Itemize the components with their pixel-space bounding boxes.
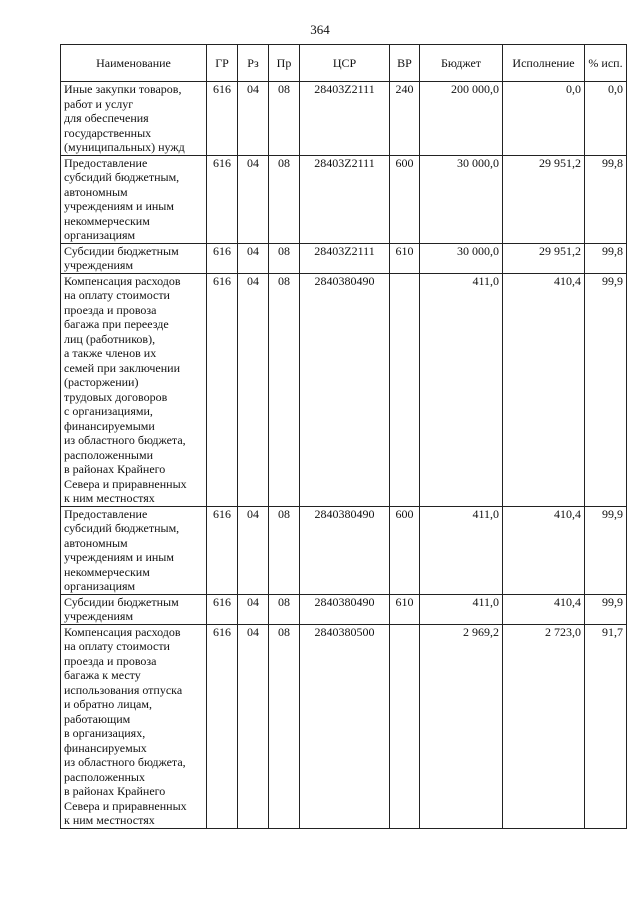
row-pr: 08 (269, 624, 300, 828)
row-gr: 616 (207, 594, 238, 624)
header-pr: Пр (269, 45, 300, 82)
row-name: Предоставление субсидий бюджетным, автономным учреждениям и иным некоммерческим организациям (61, 506, 207, 594)
row-pr: 08 (269, 273, 300, 506)
row-execution: 29 951,2 (503, 243, 585, 273)
row-rz: 04 (238, 624, 269, 828)
table-row (61, 506, 627, 594)
row-budget: 2 969,2 (420, 624, 503, 828)
row-vr (390, 624, 420, 828)
row-csr: 28403Z2111 (300, 243, 390, 273)
row-rz: 04 (238, 506, 269, 594)
row-budget: 411,0 (420, 506, 503, 594)
table-row (61, 273, 627, 506)
row-vr: 610 (390, 594, 420, 624)
row-name: Субсидии бюджетным учреждениям (61, 594, 207, 624)
table-row (61, 82, 627, 156)
row-pr: 08 (269, 506, 300, 594)
row-csr: 28403Z2111 (300, 82, 390, 156)
row-csr: 2840380490 (300, 506, 390, 594)
header-csr: ЦСР (300, 45, 390, 82)
header-execution: Исполнение (503, 45, 585, 82)
row-name: Компенсация расходов на оплату стоимости проезда и провоза багажа к месту использования отпуска и обратно лицам, работающим в организациях, финансируемых из областного бюджета, расположенных в районах Крайнего Севера и приравненных к ним местностях (61, 624, 207, 828)
row-pr: 08 (269, 594, 300, 624)
budget-table (60, 44, 627, 829)
row-gr: 616 (207, 273, 238, 506)
row-name: Субсидии бюджетным учреждениям (61, 243, 207, 273)
row-budget: 200 000,0 (420, 82, 503, 156)
row-percent: 99,9 (585, 506, 627, 594)
row-vr: 600 (390, 506, 420, 594)
row-gr: 616 (207, 506, 238, 594)
table-row (61, 155, 627, 243)
table-row (61, 594, 627, 624)
row-execution: 410,4 (503, 594, 585, 624)
row-percent: 99,8 (585, 243, 627, 273)
row-percent: 99,8 (585, 155, 627, 243)
row-rz: 04 (238, 155, 269, 243)
header-budget: Бюджет (420, 45, 503, 82)
table-row (61, 243, 627, 273)
header-row (61, 45, 627, 82)
row-execution: 0,0 (503, 82, 585, 156)
row-percent: 0,0 (585, 82, 627, 156)
row-csr: 2840380500 (300, 624, 390, 828)
row-name: Предоставление субсидий бюджетным, автономным учреждениям и иным некоммерческим организациям (61, 155, 207, 243)
row-budget: 411,0 (420, 273, 503, 506)
row-pr: 08 (269, 82, 300, 156)
row-pr: 08 (269, 243, 300, 273)
row-budget: 30 000,0 (420, 243, 503, 273)
page-number: 364 (310, 22, 330, 37)
row-csr: 28403Z2111 (300, 155, 390, 243)
header-name: Наименование (61, 45, 207, 82)
row-rz: 04 (238, 273, 269, 506)
row-budget: 30 000,0 (420, 155, 503, 243)
row-name: Компенсация расходов на оплату стоимости проезда и провоза багажа при переезде лиц (работников), а также членов их семей при заключении (расторжении) трудовых договоров с организациями, финансируемыми из областного бюджета, расположенными в районах Крайнего Севера и приравненных к ним местностях (61, 273, 207, 506)
row-gr: 616 (207, 82, 238, 156)
header-rz: Рз (238, 45, 269, 82)
row-gr: 616 (207, 624, 238, 828)
row-vr: 240 (390, 82, 420, 156)
row-rz: 04 (238, 82, 269, 156)
row-execution: 410,4 (503, 506, 585, 594)
row-pr: 08 (269, 155, 300, 243)
row-vr: 610 (390, 243, 420, 273)
row-vr (390, 273, 420, 506)
row-rz: 04 (238, 243, 269, 273)
row-vr: 600 (390, 155, 420, 243)
row-percent: 99,9 (585, 273, 627, 506)
table-row (61, 624, 627, 828)
row-budget: 411,0 (420, 594, 503, 624)
header-gr: ГР (207, 45, 238, 82)
row-name: Иные закупки товаров, работ и услуг для обеспечения государственных (муниципальных) нужд (61, 82, 207, 156)
row-rz: 04 (238, 594, 269, 624)
header-vr: ВР (390, 45, 420, 82)
header-percent: % исп. (585, 45, 627, 82)
row-percent: 99,9 (585, 594, 627, 624)
row-csr: 2840380490 (300, 273, 390, 506)
row-execution: 410,4 (503, 273, 585, 506)
row-csr: 2840380490 (300, 594, 390, 624)
row-execution: 2 723,0 (503, 624, 585, 828)
row-execution: 29 951,2 (503, 155, 585, 243)
row-percent: 91,7 (585, 624, 627, 828)
row-gr: 616 (207, 155, 238, 243)
row-gr: 616 (207, 243, 238, 273)
